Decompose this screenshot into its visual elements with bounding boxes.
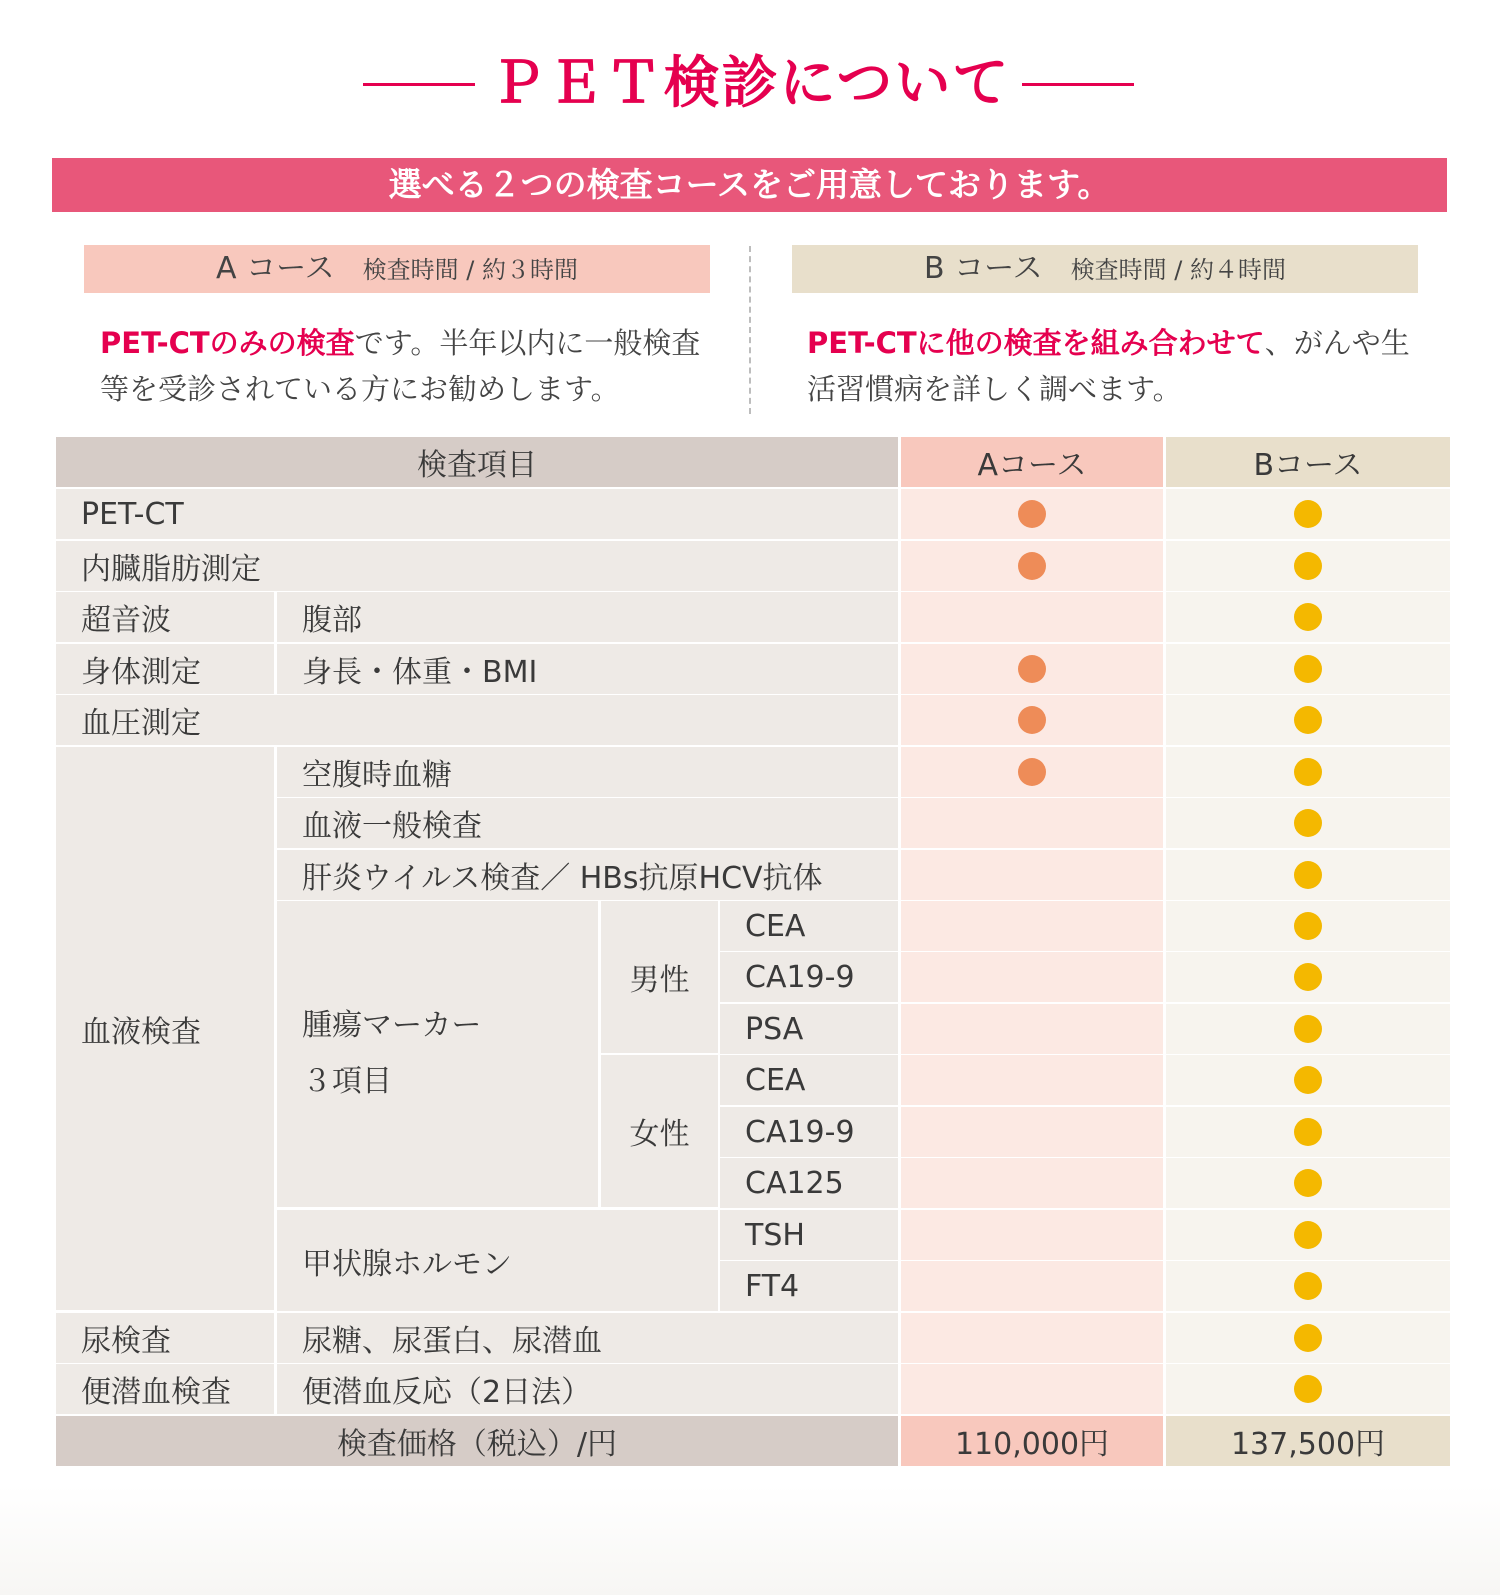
course-a-name: A コース (216, 251, 335, 286)
course-b-cell (1166, 798, 1450, 848)
bottom-background (0, 1485, 1500, 1595)
course-b-included-dot (1294, 1066, 1322, 1094)
course-a-cell (901, 798, 1163, 848)
course-b-included-dot (1294, 1324, 1322, 1352)
course-b-cell (1166, 644, 1450, 694)
course-a-cell (901, 1210, 1163, 1260)
course-a-included-dot (1018, 655, 1046, 683)
exam-table (56, 437, 1450, 1481)
course-a-cell (901, 901, 1163, 951)
course-a-cell (901, 850, 1163, 900)
item-fasting-glucose: 空腹時血糖 (277, 747, 898, 797)
course-b-description (807, 320, 1427, 412)
item-female: 女性 (601, 1055, 718, 1207)
course-a-included-dot (1018, 552, 1046, 580)
course-a-cell (901, 592, 1163, 642)
page-title: ＰＥＴ検診について (489, 51, 1011, 116)
course-b-header (792, 245, 1418, 293)
price-course-b: 137,500円 (1166, 1416, 1450, 1466)
course-b-cell (1166, 901, 1450, 951)
item-urine: 尿検査 (56, 1313, 274, 1363)
course-b-cell (1166, 1055, 1450, 1105)
course-b-time: 検査時間 / 約４時間 (1070, 256, 1286, 284)
course-b-included-dot (1294, 809, 1322, 837)
course-b-included-dot (1294, 1118, 1322, 1146)
item-visceral-fat: 内臓脂肪測定 (56, 541, 898, 591)
item-tumor-marker (277, 901, 598, 1207)
price-label: 検査価格（税込）/円 (56, 1416, 898, 1466)
item-male-cea: CEA (720, 901, 898, 951)
course-a-cell (901, 695, 1163, 745)
course-b-cell (1166, 592, 1450, 642)
course-a-cell (901, 1364, 1163, 1414)
course-b-cell (1166, 1261, 1450, 1311)
item-male-psa: PSA (720, 1004, 898, 1054)
item-blood-test: 血液検査 (56, 747, 274, 1310)
course-a-cell (901, 489, 1163, 539)
item-thyroid: 甲状腺ホルモン (277, 1210, 718, 1311)
course-b-included-dot (1294, 912, 1322, 940)
course-a-cell (901, 541, 1163, 591)
course-a-time: 検査時間 / 約３時間 (362, 256, 578, 284)
course-b-included-dot (1294, 1015, 1322, 1043)
course-b-highlight: PET-CTに他の検査を組み合わせて (807, 326, 1265, 360)
page-title-area (0, 50, 1500, 120)
course-b-included-dot (1294, 603, 1322, 631)
course-a-description (100, 320, 720, 412)
course-b-cell (1166, 541, 1450, 591)
course-a-header (84, 245, 710, 293)
course-b-desc-text: 、がんや生活習慣病を詳しく調べます。 (807, 326, 1410, 406)
course-a-cell (901, 1158, 1163, 1208)
item-male-ca199: CA19-9 (720, 952, 898, 1002)
course-a-cell (901, 1055, 1163, 1105)
course-b-cell (1166, 1210, 1450, 1260)
course-a-cell (901, 1313, 1163, 1363)
course-a-cell (901, 1107, 1163, 1157)
item-pet-ct: PET-CT (56, 489, 898, 539)
course-b-cell (1166, 1158, 1450, 1208)
course-b-cell (1166, 695, 1450, 745)
course-b-cell (1166, 850, 1450, 900)
course-b-included-dot (1294, 552, 1322, 580)
header-course-a: Aコース (901, 437, 1163, 487)
tumor-marker-count: ３項目 (302, 1064, 392, 1099)
item-body-measure: 身体測定 (56, 644, 274, 694)
course-b-cell (1166, 747, 1450, 797)
item-urine-detail: 尿糖、尿蛋白、尿潜血 (277, 1313, 898, 1363)
item-ultrasound-abdomen: 腹部 (277, 592, 898, 642)
course-a-cell (901, 644, 1163, 694)
course-b-cell (1166, 489, 1450, 539)
course-b-cell (1166, 952, 1450, 1002)
course-b-cell (1166, 1364, 1450, 1414)
course-b-included-dot (1294, 861, 1322, 889)
course-b-included-dot (1294, 1375, 1322, 1403)
tumor-marker-label: 腫瘍マーカー (302, 1008, 482, 1043)
course-b-included-dot (1294, 655, 1322, 683)
header-course-b: Bコース (1166, 437, 1450, 487)
course-banner: 選べる２つの検査コースをご用意しております。 (52, 158, 1447, 212)
course-a-cell (901, 952, 1163, 1002)
item-ultrasound: 超音波 (56, 592, 274, 642)
course-b-included-dot (1294, 500, 1322, 528)
course-b-included-dot (1294, 1169, 1322, 1197)
course-b-name: B コース (924, 251, 1043, 286)
course-a-included-dot (1018, 706, 1046, 734)
item-blood-pressure: 血圧測定 (56, 695, 898, 745)
item-body-measure-detail: 身長・体重・BMI (277, 644, 898, 694)
course-a-cell (901, 1004, 1163, 1054)
course-b-included-dot (1294, 758, 1322, 786)
item-female-ca199: CA19-9 (720, 1107, 898, 1157)
item-ft4: FT4 (720, 1261, 898, 1311)
course-b-included-dot (1294, 963, 1322, 991)
price-course-a: 110,000円 (901, 1416, 1163, 1466)
item-female-cea: CEA (720, 1055, 898, 1105)
item-stool-detail: 便潜血反応（2日法） (277, 1364, 898, 1414)
header-exam-item: 検査項目 (56, 437, 898, 487)
item-tsh: TSH (720, 1210, 898, 1260)
course-b-included-dot (1294, 706, 1322, 734)
course-b-cell (1166, 1107, 1450, 1157)
course-a-cell (901, 747, 1163, 797)
course-divider (749, 246, 751, 414)
course-a-highlight: PET-CTのみの検査 (100, 326, 355, 360)
course-a-desc-text: です。半年以内に一般検査等を受診されている方にお勧めします。 (100, 326, 701, 406)
item-male: 男性 (601, 901, 718, 1053)
course-a-cell (901, 1261, 1163, 1311)
item-hepatitis: 肝炎ウイルス検査／ HBs抗原HCV抗体 (277, 850, 898, 900)
item-female-ca125: CA125 (720, 1158, 898, 1208)
course-a-included-dot (1018, 758, 1046, 786)
item-cbc: 血液一般検査 (277, 798, 898, 848)
title-rule-right (1022, 83, 1134, 86)
course-b-included-dot (1294, 1221, 1322, 1249)
course-b-included-dot (1294, 1272, 1322, 1300)
course-b-cell (1166, 1313, 1450, 1363)
item-stool: 便潜血検査 (56, 1364, 274, 1414)
course-a-included-dot (1018, 500, 1046, 528)
course-b-cell (1166, 1004, 1450, 1054)
